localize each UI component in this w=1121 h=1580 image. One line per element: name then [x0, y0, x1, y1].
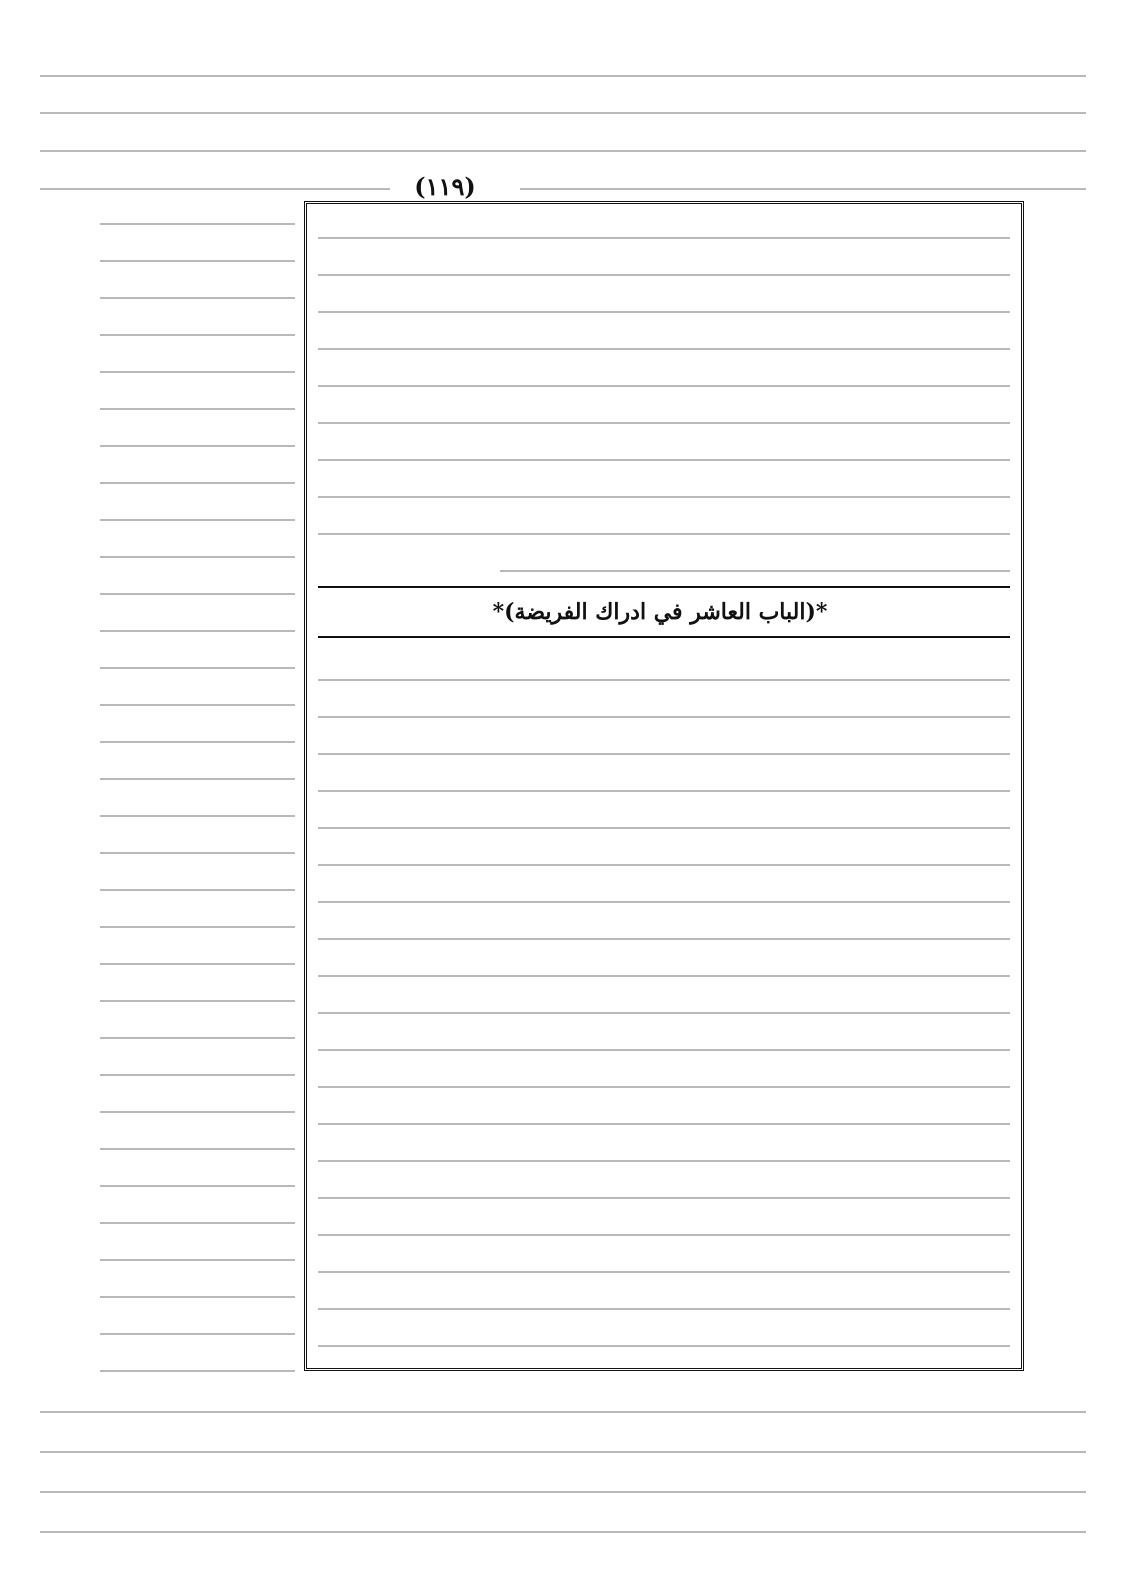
- text-line-placeholder: [100, 1209, 295, 1224]
- text-line-placeholder: [100, 469, 295, 484]
- text-line-placeholder: [100, 950, 295, 965]
- text-line-placeholder: [318, 1073, 1010, 1088]
- text-line-placeholder: [318, 1221, 1010, 1236]
- text-line-placeholder: [318, 962, 1010, 977]
- text-line-placeholder: [318, 814, 1010, 829]
- text-line-placeholder: [100, 358, 295, 373]
- text-line-placeholder: [100, 728, 295, 743]
- text-line-placeholder: [100, 432, 295, 447]
- text-line-placeholder: [100, 284, 295, 299]
- text-line-placeholder: [100, 506, 295, 521]
- text-line-placeholder: [100, 654, 295, 669]
- text-line-placeholder: [40, 1478, 1086, 1493]
- text-line-placeholder: [500, 557, 1010, 572]
- text-line-placeholder: [100, 321, 295, 336]
- text-line-placeholder: [100, 210, 295, 225]
- text-line-placeholder: [318, 999, 1010, 1014]
- text-line-placeholder: [318, 261, 1010, 276]
- text-line-placeholder: [100, 1283, 295, 1298]
- text-line-placeholder: [318, 409, 1010, 424]
- text-line-placeholder: [318, 1332, 1010, 1347]
- text-line-placeholder: [318, 1147, 1010, 1162]
- text-line-placeholder: [318, 925, 1010, 940]
- text-line-placeholder: [318, 888, 1010, 903]
- text-line-placeholder: [40, 1518, 1086, 1533]
- page-number: (١١٩): [414, 172, 476, 201]
- text-line-placeholder: [100, 1024, 295, 1039]
- text-line-placeholder: [318, 446, 1010, 461]
- text-line-placeholder: [100, 987, 295, 1002]
- text-line-placeholder: [40, 99, 1086, 114]
- text-line-placeholder: [318, 777, 1010, 792]
- text-line-placeholder: [318, 520, 1010, 535]
- text-line-placeholder: [318, 851, 1010, 866]
- text-line-placeholder: [318, 1036, 1010, 1051]
- text-line-placeholder: [318, 740, 1010, 755]
- text-line-placeholder: [318, 372, 1010, 387]
- text-line-placeholder: [100, 1061, 295, 1076]
- text-line-placeholder: [100, 1135, 295, 1150]
- text-line-placeholder: [318, 1110, 1010, 1125]
- text-line-placeholder: [100, 913, 295, 928]
- text-line-placeholder: [100, 839, 295, 854]
- text-line-placeholder: [100, 395, 295, 410]
- text-line-placeholder: [100, 1320, 295, 1335]
- text-line-placeholder: [40, 175, 390, 190]
- text-line-placeholder: [100, 1357, 295, 1372]
- text-line-placeholder: [40, 1398, 1086, 1413]
- text-line-placeholder: [520, 175, 1086, 190]
- text-line-placeholder: [318, 703, 1010, 718]
- text-line-placeholder: [318, 666, 1010, 681]
- text-line-placeholder: [40, 62, 1086, 77]
- text-line-placeholder: [100, 691, 295, 706]
- text-line-placeholder: [100, 247, 295, 262]
- text-line-placeholder: [100, 765, 295, 780]
- text-line-placeholder: [100, 1246, 295, 1261]
- text-line-placeholder: [100, 617, 295, 632]
- text-line-placeholder: [318, 1184, 1010, 1199]
- text-line-placeholder: [318, 224, 1010, 239]
- text-line-placeholder: [100, 802, 295, 817]
- section-rule: [318, 586, 1010, 588]
- text-line-placeholder: [318, 1258, 1010, 1273]
- text-line-placeholder: [100, 876, 295, 891]
- text-line-placeholder: [40, 137, 1086, 152]
- text-line-placeholder: [318, 298, 1010, 313]
- text-line-placeholder: [100, 543, 295, 558]
- text-line-placeholder: [100, 1098, 295, 1113]
- text-line-placeholder: [318, 483, 1010, 498]
- section-rule: [318, 636, 1010, 638]
- text-line-placeholder: [100, 1172, 295, 1187]
- text-line-placeholder: [318, 1295, 1010, 1310]
- text-line-placeholder: [100, 580, 295, 595]
- text-line-placeholder: [318, 335, 1010, 350]
- section-heading: *(الباب العاشر في ادراك الفريضة)*: [492, 599, 828, 625]
- text-line-placeholder: [40, 1438, 1086, 1453]
